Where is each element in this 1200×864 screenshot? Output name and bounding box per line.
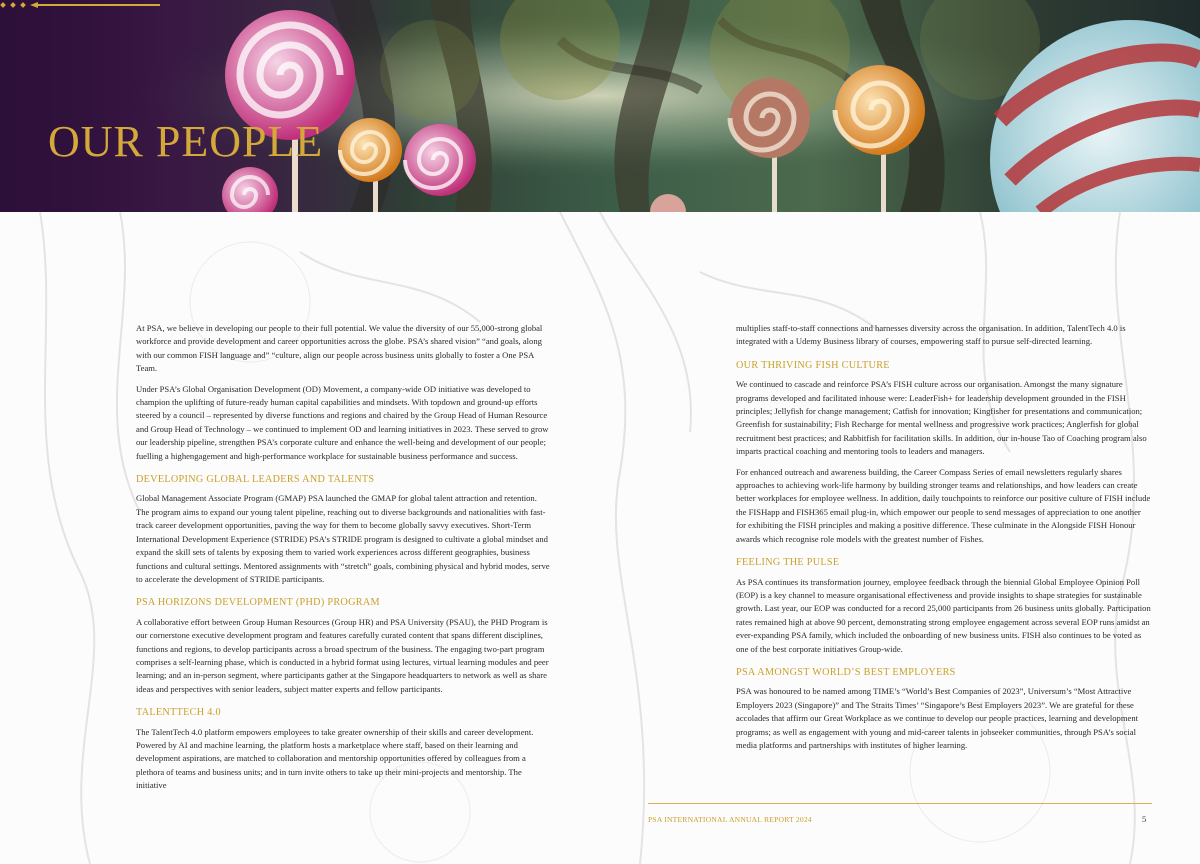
section-heading-best-employers: PSA AMONGST WORLD’S BEST EMPLOYERS	[736, 666, 956, 678]
section-heading-talenttech: TALENTTECH 4.0	[136, 707, 221, 719]
section-body-feeling-pulse: As PSA continues its transformation journey, employee feedback through the biennial Global Employee Opinion Poll (EOP) is a key channel to measure organisational effectiveness and provide insights to shape strategies for sustainable growth. Last year, our EOP was conducted for a record 25,000 participants from 26 business units globally. Participation rates remained high at above 90 percent, demonstrating strong employee engagement across several EOP runs amidst an ever-expanding PSA family, which included the onboarding of new business units. FISH also continues to be voted as one of the best corporate initiatives Group-wide.	[736, 576, 1151, 654]
hero-banner	[0, 0, 1200, 212]
section-body-best-employers: PSA was honoured to be named among TIME’s “World’s Best Companies of 2023”, Universum’s “Most Attractive Employers 2023 (Singapore)” and The Straits Times’ “Singapore’s Best Employers 2023”. We are grateful for these accolades that affirm our Great Workplace as we continue to develop our people practices, learning and development programs; as well as engagement with young and mid-career talents in jobseeker communities, through PSA’s social media platforms and partnerships with institutes of higher learning.	[736, 686, 1139, 750]
section-body-phd-program: A collaborative effort between Group Human Resources (Group HR) and PSA University (PSAU), the PHD Program is our cornerstone executive development program and features carefully curated content that spans different disciplines, functions and regions, to develop participants across a broad spectrum of the business. The engaging two-part program comprises a self-learning phase, which is conducted in a hybrid format using lectures, virtual learning modules and peer learning; and an in-person segment, where participants gather at the Singapore headquarters to network as well as share ideas and perspectives with senior leaders, subject matter experts and fellow participants.	[136, 616, 549, 694]
title-ornament-icon	[0, 0, 160, 10]
section-body-fish-culture-2: For enhanced outreach and awareness building, the Career Compass Series of email newsletters regularly shares approaches to achieving work-life harmony by building stronger teams and relationships, and how leaders can create better workplaces for employee wellness. In addition, daily touchpoints to reinforce our positive culture of FISH include the FISHapp and FISH365 email plug-in, which empower our people to send messages of appreciation to one another for exhibiting the FISH principles and making a positive difference. These culminate in the Alongside FISH Honour awards which recognise role models with the greatest number of Fishes.	[736, 466, 1151, 544]
left-text-column	[136, 322, 550, 800]
footer-divider	[648, 803, 1152, 804]
intro-paragraph-2: Under PSA’s Global Organisation Development (OD) Movement, a company-wide OD initiative was developed to champion the uplifting of future-ready human capital capabilities and mindsets. With topdown and ground-up efforts steered by a council – represented by diverse functions and regions and chaired by the Group Head of Human Resource and Group Head of Technology – we continued to implement OD and learning initiatives in 2023. These served to grow our leadership pipeline, strengthen PSA’s corporate culture and enhance the well-being and development of our people; fuelling a highengagement and high-performance workplace for sustainable business performance and success.	[136, 383, 549, 461]
page-title: OUR PEOPLE	[48, 117, 324, 166]
section-body-fish-culture-1: We continued to cascade and reinforce PSA’s FISH culture across our organisation. Amongst the many signature programs developed and facilitated inhouse were: LeaderFish+ for leadership development grounded in the FISH principles; Jellyfish for change management; Catfish for innovation; Kingfisher for presentations and communication; Greenfish for sustainability; Fish Recharge for mental wellness and progressive work practices; Anglerfish for global recruitment best practices; and Rabbitfish for facilitation skills. In addition, our in-house Tao of Coaching program also imparts practical coaching and mentoring tools to leaders and managers.	[736, 379, 1147, 457]
section-body-talenttech: The TalentTech 4.0 platform empowers employees to take greater ownership of their skills and career development. Powered by AI and machine learning, the platform hosts a marketplace where staff, based on their learning and development aspirations, are matched to collaboration and mentorship opportunities offered by colleagues from a plethora of teams and business units; and in turn invite others to take up their mini-projects and mentorship. The initiative	[136, 726, 534, 791]
section-heading-fish-culture: OUR THRIVING FISH CULTURE	[736, 359, 890, 371]
section-heading-phd-program: PSA HORIZONS DEVELOPMENT (PHD) PROGRAM	[136, 597, 380, 609]
section-heading-global-leaders: DEVELOPING GLOBAL LEADERS AND TALENTS	[136, 474, 375, 486]
talenttech-continuation: multiplies staff-to-staff connections and harnesses diversity across the organisation. In addition, TalentTech 4.0 is integrated with a Udemy Business library of courses, empowering staff to pursue self-directed learning.	[736, 323, 1126, 347]
intro-paragraph-1: At PSA, we believe in developing our people to their full potential. We value the diversity of our 55,000-strong global workforce and provide development and career opportunities across the globe. PSA’s shared vision” “and goals, along with our common FISH language and” “culture, align our people across business units globally to foster a One PSA Team.	[136, 323, 543, 374]
section-body-global-leaders: Global Management Associate Program (GMAP) PSA launched the GMAP for global talent attraction and retention. The program aims to expand our young talent pipeline, reaching out to diverse backgrounds and nationalities with fast-track career development opportunities, paving the way for them to become globally savvy executives. Short-Term International Development Experience (STRIDE) PSA’s STRIDE program is designed to cultivate a global mindset and expand the skill sets of talents by exposing them to varied work experiences across different geographies, business functions and cultural settings. Mentored assignments with “stretch” goals, combining physical and hybrid modes, serve to accelerate the development of STRIDE participants.	[136, 493, 550, 584]
footer-report-title: PSA INTERNATIONAL ANNUAL REPORT 2024	[648, 815, 812, 824]
section-heading-feeling-pulse: FEELING THE PULSE	[736, 557, 840, 569]
right-text-column	[736, 322, 1152, 759]
hero-illustration	[0, 0, 1200, 212]
page-number: 5	[1142, 814, 1147, 824]
